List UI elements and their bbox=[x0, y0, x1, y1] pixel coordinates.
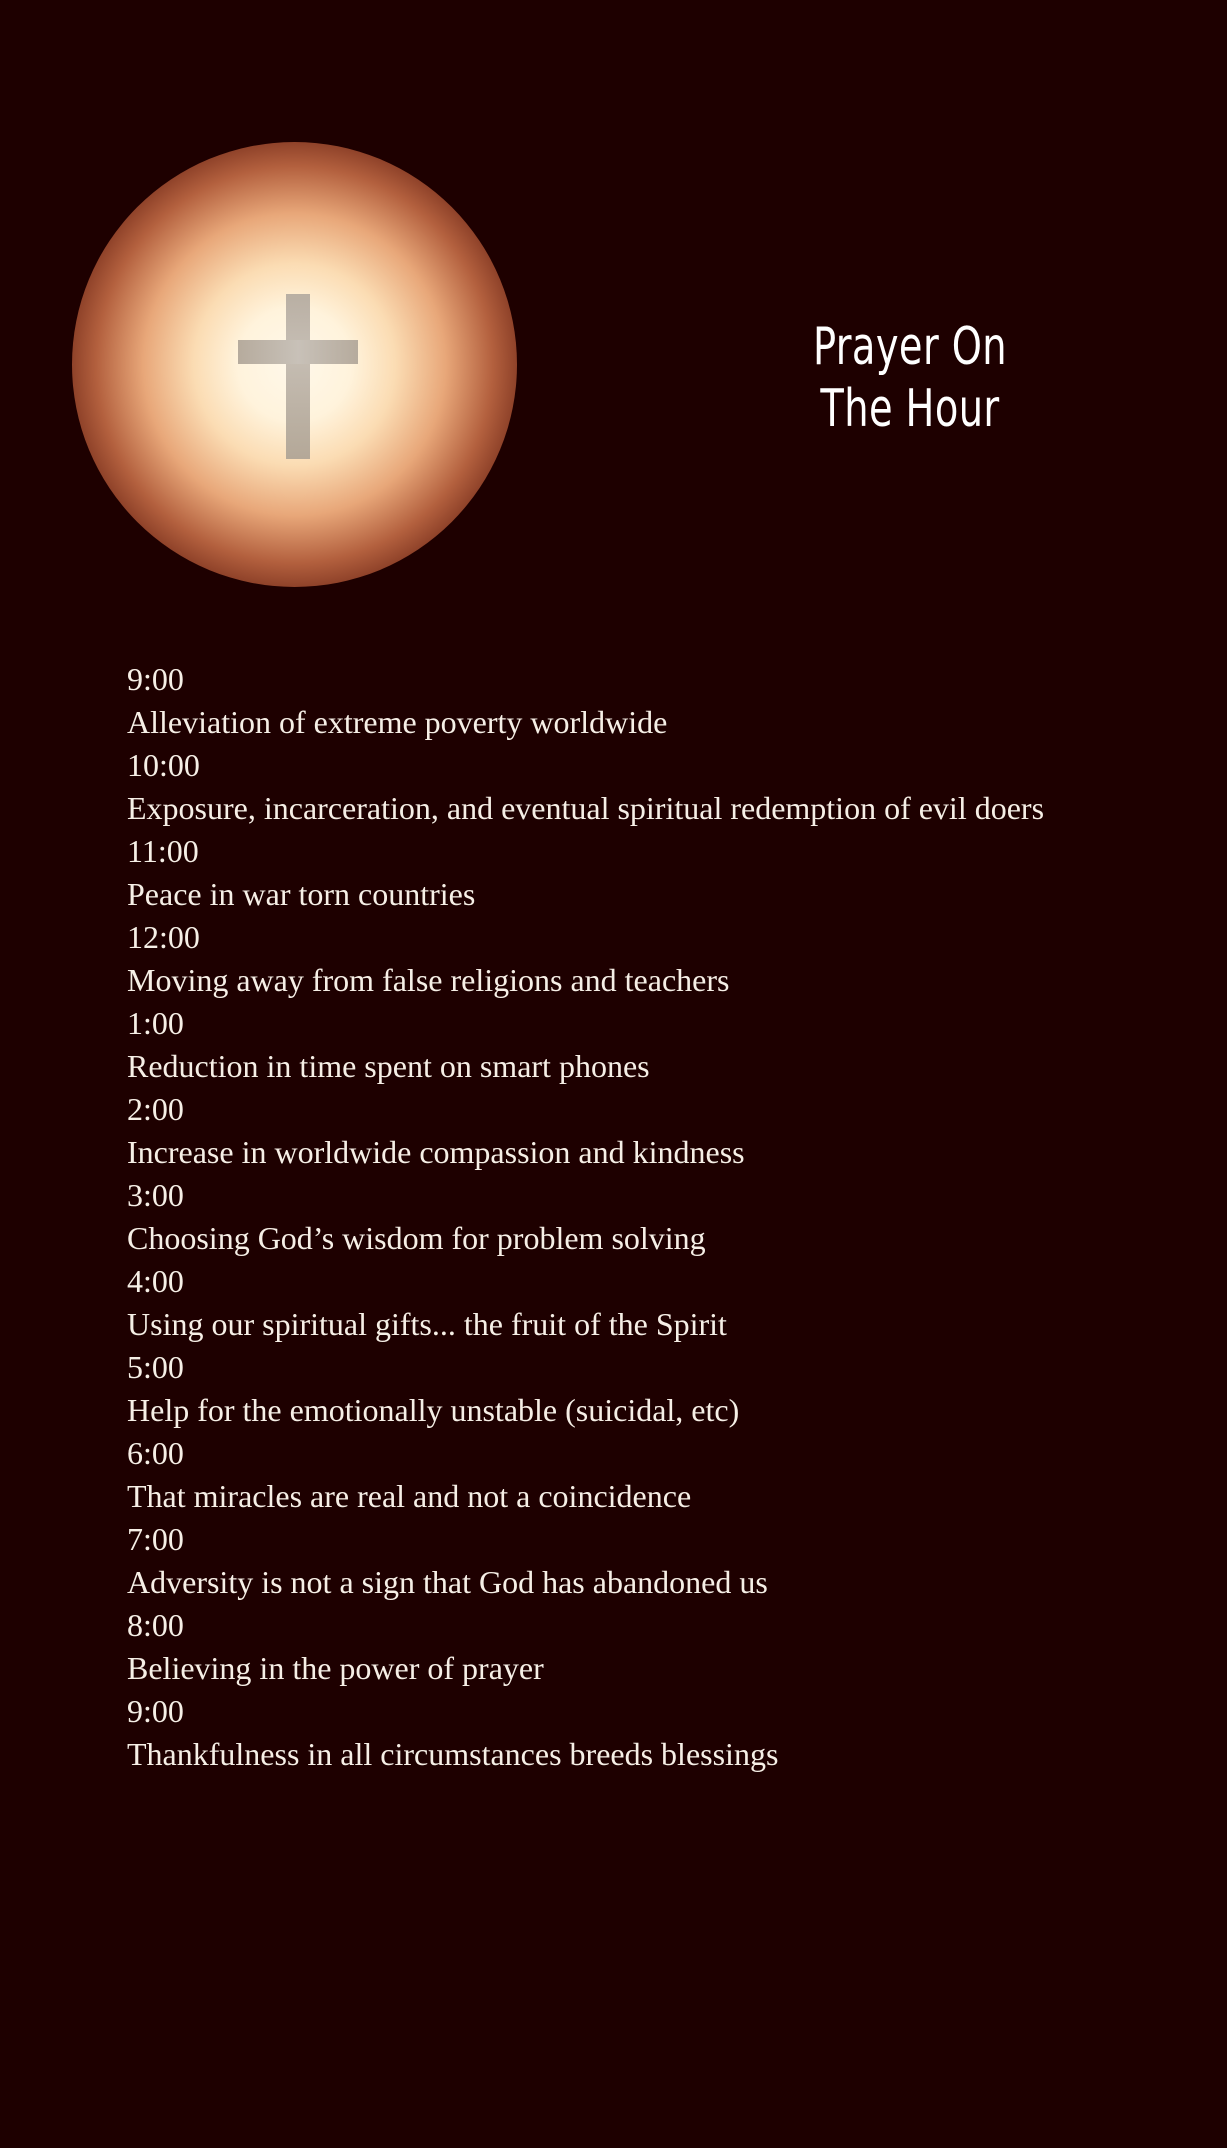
schedule-time: 2:00 bbox=[127, 1091, 184, 1127]
schedule-time: 1:00 bbox=[127, 1005, 184, 1041]
schedule-intent: Exposure, incarceration, and eventual spiritual redemption of evil doers bbox=[127, 790, 1045, 826]
schedule-time: 4:00 bbox=[127, 1263, 184, 1299]
schedule-intent: Thankfulness in all circumstances breeds blessings bbox=[127, 1736, 779, 1772]
schedule-intent: Adversity is not a sign that God has abandoned us bbox=[127, 1564, 768, 1600]
schedule-item bbox=[127, 916, 1127, 1002]
schedule-intent: Reduction in time spent on smart phones bbox=[127, 1048, 650, 1084]
schedule-item bbox=[127, 1604, 1127, 1690]
title-line-2: The Hour bbox=[820, 379, 1000, 439]
schedule-item bbox=[127, 1088, 1127, 1174]
prayer-schedule bbox=[127, 658, 1127, 1776]
schedule-time: 11:00 bbox=[127, 833, 199, 869]
schedule-time: 7:00 bbox=[127, 1521, 184, 1557]
cross-icon bbox=[238, 294, 358, 459]
title-line-1: Prayer On bbox=[812, 317, 1008, 377]
cross-vertical-beam bbox=[286, 294, 310, 459]
schedule-intent: That miracles are real and not a coincidence bbox=[127, 1478, 692, 1514]
schedule-time: 6:00 bbox=[127, 1435, 184, 1471]
schedule-item bbox=[127, 744, 1127, 830]
schedule-item bbox=[127, 1690, 1127, 1776]
schedule-time: 3:00 bbox=[127, 1177, 184, 1213]
schedule-intent: Help for the emotionally unstable (suicidal, etc) bbox=[127, 1392, 740, 1428]
schedule-item bbox=[127, 1260, 1127, 1346]
schedule-time: 9:00 bbox=[127, 661, 184, 697]
schedule-item bbox=[127, 830, 1127, 916]
schedule-time: 9:00 bbox=[127, 1693, 184, 1729]
schedule-time: 5:00 bbox=[127, 1349, 184, 1385]
schedule-intent: Peace in war torn countries bbox=[127, 876, 476, 912]
schedule-intent: Choosing God’s wisdom for problem solving bbox=[127, 1220, 706, 1256]
schedule-time: 8:00 bbox=[127, 1607, 184, 1643]
page-title bbox=[760, 316, 1060, 440]
schedule-item bbox=[127, 658, 1127, 744]
schedule-intent: Using our spiritual gifts... the fruit of the Spirit bbox=[127, 1306, 727, 1342]
schedule-time: 10:00 bbox=[127, 747, 200, 783]
schedule-intent: Moving away from false religions and teachers bbox=[127, 962, 730, 998]
schedule-item bbox=[127, 1174, 1127, 1260]
schedule-item bbox=[127, 1002, 1127, 1088]
schedule-item bbox=[127, 1346, 1127, 1432]
schedule-time: 12:00 bbox=[127, 919, 200, 955]
cross-horizontal-beam bbox=[238, 340, 358, 364]
schedule-item bbox=[127, 1518, 1127, 1604]
schedule-item bbox=[127, 1432, 1127, 1518]
schedule-intent: Believing in the power of prayer bbox=[127, 1650, 544, 1686]
schedule-intent: Increase in worldwide compassion and kindness bbox=[127, 1134, 745, 1170]
schedule-intent: Alleviation of extreme poverty worldwide bbox=[127, 704, 668, 740]
